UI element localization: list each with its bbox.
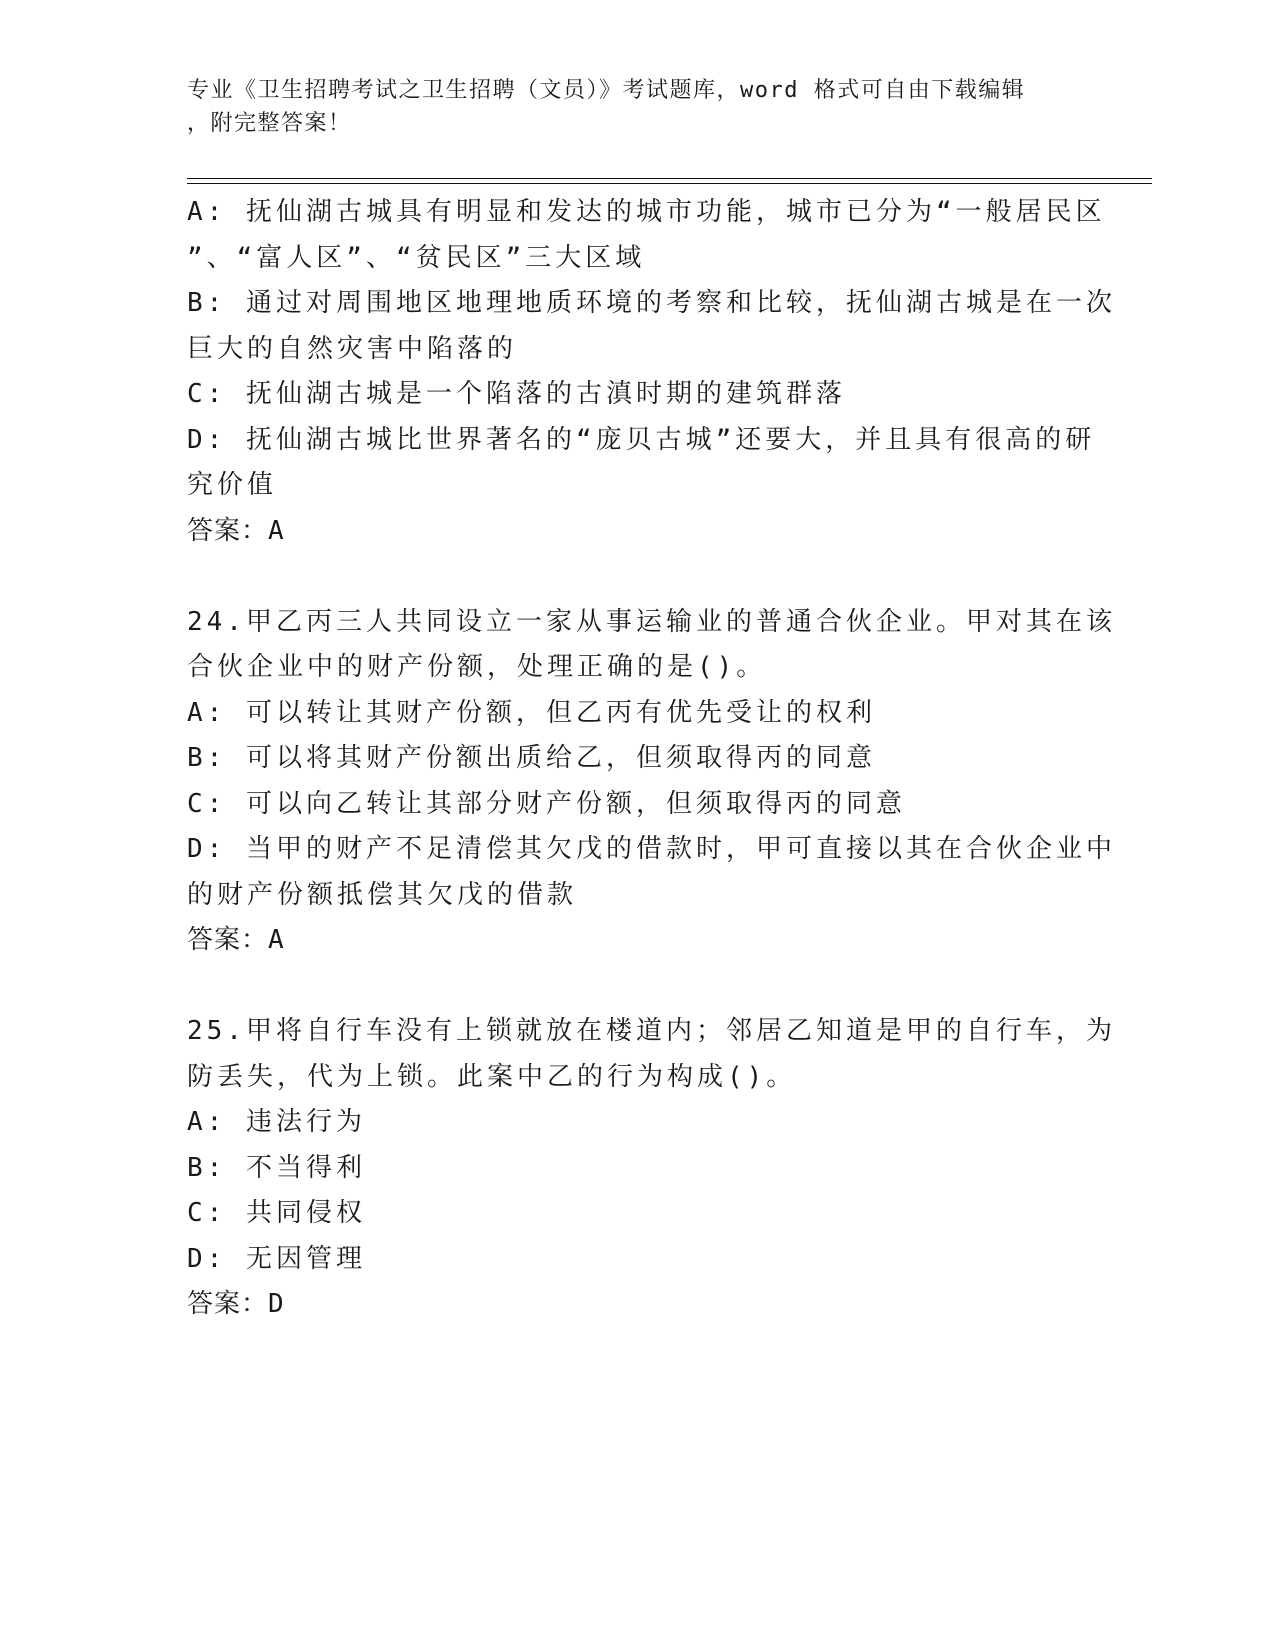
option-d: [187, 1237, 1087, 1283]
option-b: [187, 1146, 1087, 1192]
option-text: B: 可以将其财产份额出质给乙，但须取得丙的同意: [187, 743, 876, 773]
question-stem: [187, 1009, 1116, 1100]
stem-text: 合伙企业中的财产份额，处理正确的是()。: [187, 652, 767, 682]
option-text: D: 当甲的财产不足清偿其欠戊的借款时，甲可直接以其在合伙企业中: [187, 834, 1116, 864]
option-text: 巨大的自然灾害中陷落的: [187, 333, 518, 364]
question-content: [187, 190, 1116, 1328]
option-b: [187, 281, 1116, 372]
stem-text: 25.甲将自行车没有上锁就放在楼道内；邻居乙知道是甲的自行车，为: [187, 1016, 1116, 1046]
question-24: [187, 600, 1116, 964]
option-text: B: 不当得利: [187, 1152, 366, 1183]
answer-label: 答案：: [187, 925, 269, 955]
option-d: [187, 827, 1116, 918]
document-header: [187, 74, 1067, 140]
header-line-2: ，附完整答案！: [187, 111, 352, 136]
option-b: [187, 736, 1087, 782]
option-c: [187, 372, 1087, 418]
answer-line: [187, 509, 1087, 555]
question-gap: [187, 964, 1087, 1010]
option-text: ”、“富人区”、“贫民区”三大区域: [187, 242, 646, 273]
option-text: B: 通过对周围地区地理地质环境的考察和比较，抚仙湖古城是在一次: [187, 288, 1116, 318]
option-text: A: 违法行为: [187, 1107, 366, 1137]
option-text: C: 可以向乙转让其部分财产份额，但须取得丙的同意: [187, 788, 906, 819]
answer-line: [187, 1282, 1087, 1328]
stem-text: 防丢失，代为上锁。此案中乙的行为构成()。: [187, 1061, 797, 1092]
option-text: C: 共同侵权: [187, 1198, 366, 1228]
header-divider-bottom: [187, 183, 1152, 184]
answer-value: A: [268, 515, 285, 546]
option-text: A: 抚仙湖古城具有明显和发达的城市功能，城市已分为“一般居民区: [187, 197, 1106, 227]
stem-text: 24.甲乙丙三人共同设立一家从事运输业的普通合伙企业。甲对其在该: [187, 606, 1116, 637]
header-divider-top: [187, 178, 1152, 179]
answer-label: 答案：: [187, 515, 269, 546]
question-gap: [187, 554, 1087, 600]
answer-line: [187, 918, 1087, 964]
option-text: A: 可以转让其财产份额，但乙丙有优先受让的权利: [187, 697, 876, 728]
option-text: 的财产份额抵偿其欠戊的借款: [187, 879, 578, 910]
answer-label: 答案：: [187, 1289, 269, 1319]
option-a: [187, 190, 1106, 281]
answer-value: A: [268, 925, 285, 955]
option-text: 究价值: [187, 470, 278, 500]
question-stem: [187, 600, 1116, 691]
answer-value: D: [268, 1289, 285, 1319]
option-text: D: 无因管理: [187, 1243, 366, 1274]
option-a: [187, 1100, 1087, 1146]
question-23: [187, 190, 1116, 554]
option-d: [187, 418, 1096, 509]
header-line-1: 专业《卫生招聘考试之卫生招聘（文员）》考试题库，word 格式可自由下载编辑: [187, 78, 1026, 103]
option-text: D: 抚仙湖古城比世界著名的“庞贝古城”还要大，并且具有很高的研: [187, 424, 1096, 455]
option-c: [187, 1191, 1087, 1237]
option-c: [187, 782, 1087, 828]
option-a: [187, 691, 1087, 737]
question-25: [187, 1009, 1116, 1328]
option-text: C: 抚仙湖古城是一个陷落的古滇时期的建筑群落: [187, 379, 846, 409]
